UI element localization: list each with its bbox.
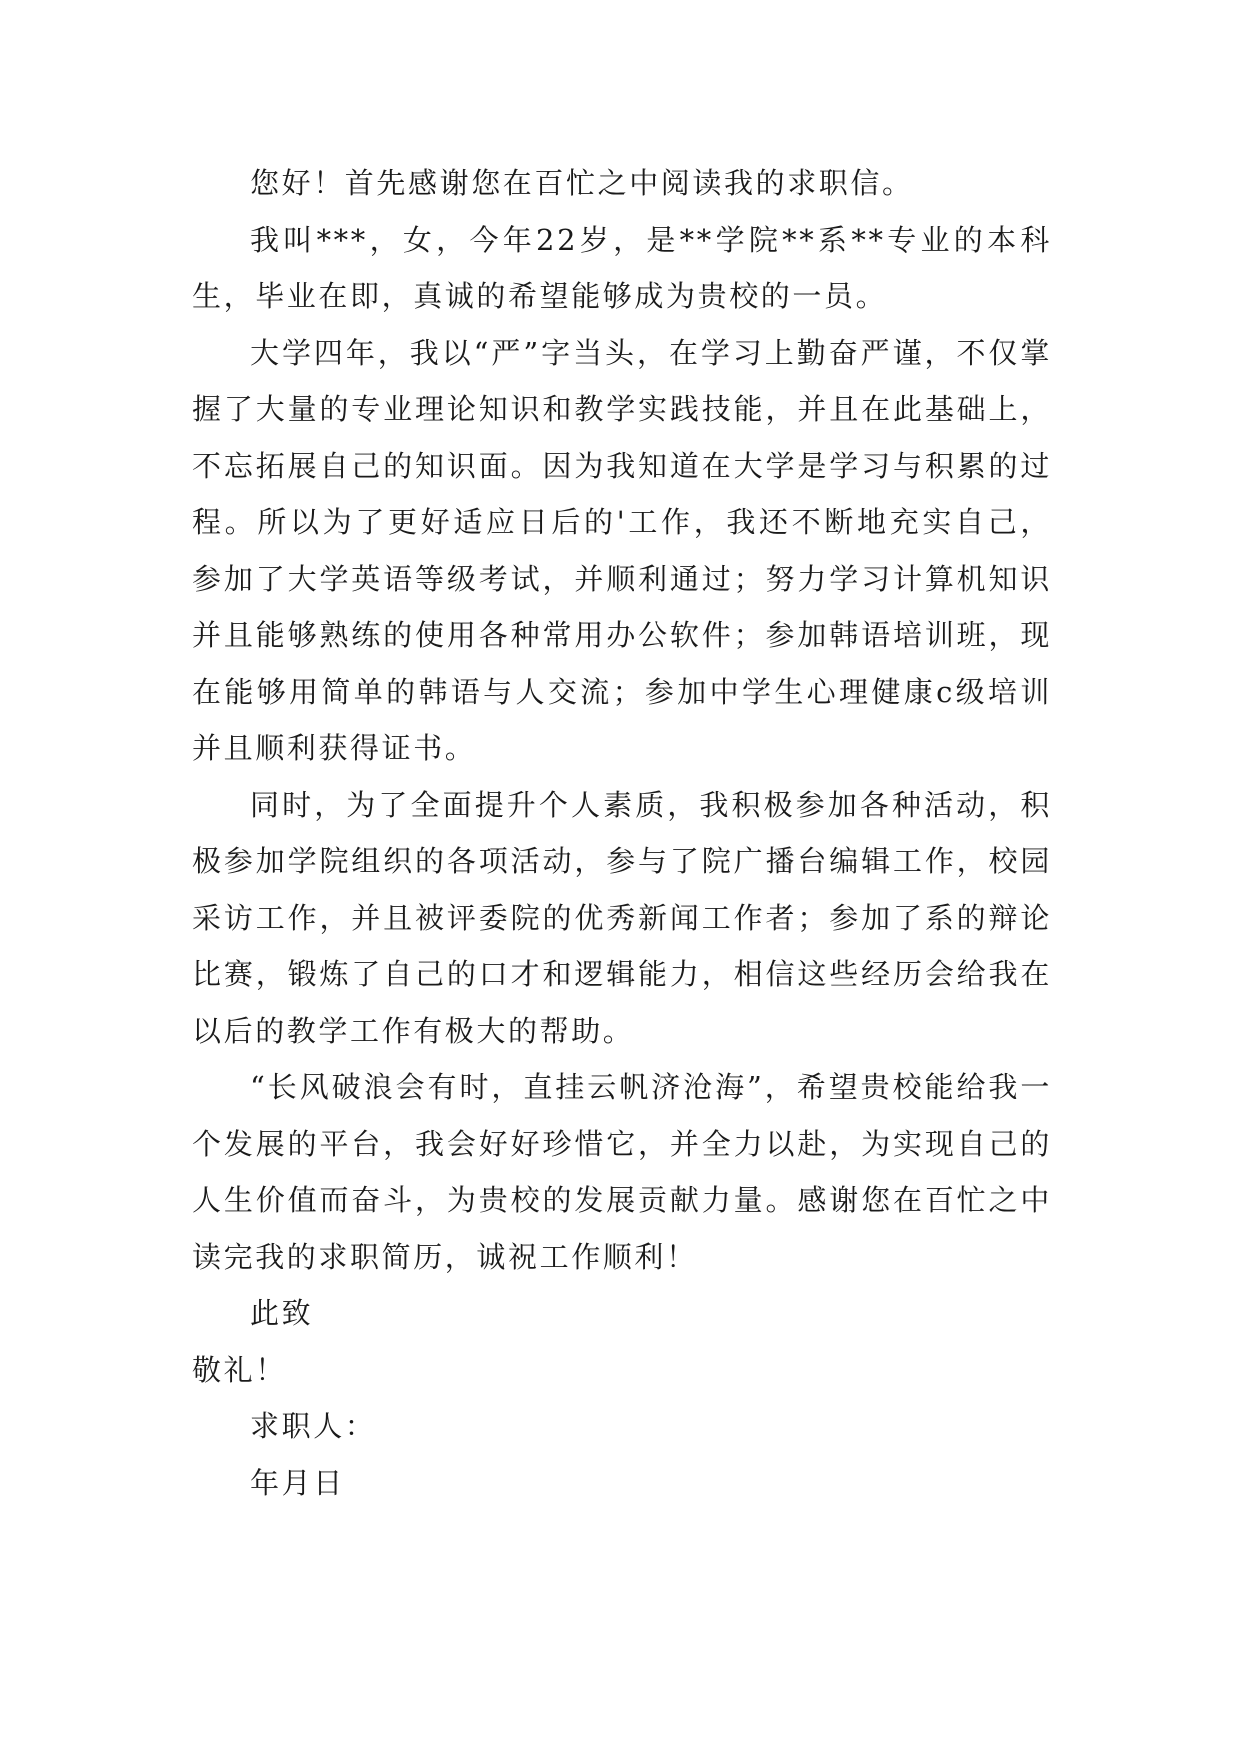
intro-paragraph: 我叫***，女，今年22岁，是**学院**系**专业的本科生，毕业在即，真诚的希望能够成为贵校的一员。 — [192, 222, 1052, 313]
cover-letter — [192, 155, 1052, 1511]
activities-paragraph: 同时，为了全面提升个人素质，我积极参加各种活动，积极参加学院组织的各项活动，参与了院广播台编辑工作，校园采访工作，并且被评委院的优秀新闻工作者；参加了系的辩论比赛，锻炼了自己的口才和逻辑能力，相信这些经历会给我在以后的教学工作有极大的帮助。 — [192, 787, 1052, 1048]
closing-respects: 敬礼！ — [192, 1352, 287, 1387]
date-line: 年月日 — [250, 1465, 345, 1500]
signature-line: 求职人： — [250, 1409, 377, 1443]
study-paragraph: 大学四年，我以“严”字当头，在学习上勤奋严谨，不仅掌握了大量的专业理论知识和教学实践技能，并且在此基础上，不忘拓展自己的知识面。因为我知道在大学是学习与积累的过程。所以为了更好适应日后的'工作，我还不断地充实自己，参加了大学英语等级考试，并顺利通过；努力学习计算机知识并且能够熟练的使用各种常用办公软件；参加韩语培训班，现在能够用简单的韩语与人交流；参加中学生心理健康c级培训并且顺利获得证书。 — [192, 335, 1052, 765]
greeting-paragraph: 您好！首先感谢您在百忙之中阅读我的求职信。 — [250, 166, 914, 200]
conclusion-paragraph: “长风破浪会有时，直挂云帆济沧海”，希望贵校能给我一个发展的平台，我会好好珍惜它，并全力以赴，为实现自己的人生价值而奋斗，为贵校的发展贡献力量。感谢您在百忙之中读完我的求职简历，诚祝工作顺利！ — [192, 1070, 1052, 1274]
closing-salutation: 此致 — [250, 1296, 314, 1330]
